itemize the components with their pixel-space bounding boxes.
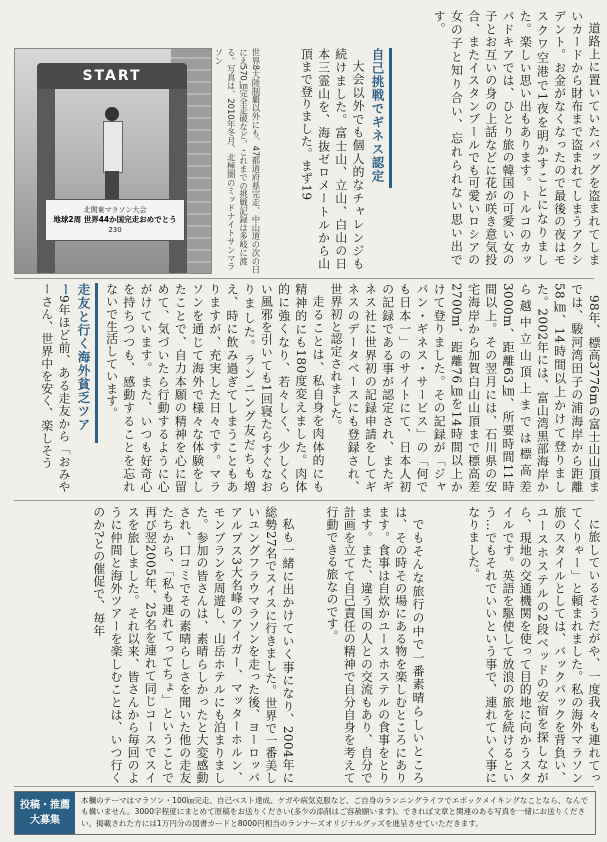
arch-pillar-right xyxy=(169,89,187,273)
divider-top xyxy=(14,278,594,279)
article-column-self-challenge: 大会以外でも個人的なチャレンジも続けました。富士山、立山、白山の日本三霊山を、海抜ゼロメートルから山頂まで登りました。まず19 xyxy=(299,48,365,270)
celebration-banner xyxy=(45,199,185,241)
submission-label-line-2: 大募集 xyxy=(30,815,60,826)
banner-line-1: 北関東マラソン大会 xyxy=(83,206,147,214)
section-heading-self-challenge: 自己挑戦でギネス認定 xyxy=(370,48,392,188)
arch-pillar-left xyxy=(37,89,55,273)
start-arch: START xyxy=(37,63,187,89)
runner-head xyxy=(105,107,119,121)
article-column-lower-2: でもそんな旅行の中で一番素晴らしいところは、その時その場にある物を楽しむところにあります。食事は自炊かユースホステルの食事をとります。また、違う国の人との交流もあり、自分で計画を立てて自己責任の精神で自分自身を考えて行動できる旅なのです。 xyxy=(324,506,425,784)
article-column-lower-3: 私も一緒に出かけていく事になり、2004年に総勢27名でスイスに行きました。世界で一番美しいユングフラウマラソンを走った後、ヨーロッパアルプス3大名峰のアイガー、マッターホルン、モンブランを周遊し、山岳ホテルにも泊まりました。参加の皆さんは、素晴らしかったと大変感動され、口コミでその素晴らしさを聞いた他の走友たちから、「私も連れてってちょ」ということで再び翌2005年、25名を連れて同じコースでスイスを旅しました。それ以来、皆さんから毎回のように仲間と海外ツアーを楽しむことは、いつ行くのか?との催促で、毎年 xyxy=(91,506,295,784)
submission-call-box xyxy=(14,791,596,835)
article-column-middle-left: 走ることは、私自身を肉体的にも精神的にも180度変えました。肉体的に強くなり、若々しく、少しくらい風邪を引いても1回寝たらすぐなおりました。ランニング友だちも増え、時に飲み過ぎてしまうこともありますが、充実した日々です。マラソンを通じて海外で様々な体験をしたことで、自力本願の精神を心に留めて、気づいたら行動するように心がけています。また、いつも好奇心を持ちつつも、感動することを忘れないで生活しています。 xyxy=(104,283,325,493)
banner-line-2: 地球2周 世界44か国完走おめでとう xyxy=(53,215,177,224)
divider-lower xyxy=(14,786,594,787)
submission-text: 本欄のテーマはマラソン・100㎞完走、自己ベスト達成、ケガや病気克服など、ご自身のランニングライフでエポックメイキングなことなら、なんでも構いません。3000字程度にまとめて原稿をお送りください(多少の添削はご容赦願います)。できれば文章と関連のある写真を一緒にお送りください。掲載された方には1万円分の図書カードと8000円相当のランナーズオリジナルグッズを進呈させていただきます。 xyxy=(81,796,589,828)
submission-label xyxy=(15,792,75,834)
article-column-top-intro: 道路上に置いていたバッグを盗まれてしまいカードから財布まで盗まれてしまうアクシデント。お金がなくなったので最後の夜はモスクワ空港で1夜を明かすことになりました。楽しい思い出もあります。トルコのカッパドキアでは、ひとり旅の韓国の可愛い女の子とお互いの身の上話などに花が咲き意気投合、またイスタンブールでも可愛いロシアの女の子と知り合い、忘れられない思い出です。 xyxy=(432,10,601,266)
finish-line-photo xyxy=(14,48,212,274)
article-column-middle-right: 98年、標高3776mの富士山山頂までは、駿河湾田子の浦海岸から距離58㎞、14時間以上かけて登りました。2002年には、富山湾黒部海岸から越中立山頂上までは標高差3000m、距離63㎞、所要時間11時間以上。その翌月には、石川県の安宅海岸から加賀白山山頂まで標高差2700m、距離76㎞を14時間以上かけて登りました。その記録が「ジャパン・ギネス・サービス」の「何でも日本一」のサイトにて、日本人初の記録である事が認定され、またギネス社に世界初の記録申請をしてギネスのデータベースにも登録され、世界初と認定されました。 xyxy=(328,283,601,493)
submission-label-line-1: 投稿・推薦 xyxy=(20,800,70,811)
runner-body xyxy=(103,121,123,173)
article-column-lower-1: に旅しているそうだがや、一度我々も連れてってくりゃー」と頼まれました。私の海外マラソン旅のスタイルとしては、バックパックを背負い、ユースホステルの2段ベッドの安宿を探しながら、現地の交通機関を使って目的地に向かうスタイルです。英語を駆使して放浪の旅を続けるという…でもそれでいいという事で、連れていく事になりました。 xyxy=(466,506,601,784)
section-heading-overseas: 走友と行く海外貧乏ツアー xyxy=(76,283,98,443)
divider-middle xyxy=(14,500,594,501)
photo-caption: 世界8大陸制覇以外にも、47都道府県完走、中山道の次の日にえ570㎞完全走破など、これまでの挑戦記録は多岐に渡る。写真は、2010年冬月、北極圏のミッドナイトサンマラソン xyxy=(213,48,261,274)
bib-number: 230 xyxy=(108,226,122,234)
article-column-overseas-intro: 9年ほど前、ある走友から「おみやーさん、世界中を安く、楽しそう xyxy=(39,283,71,493)
